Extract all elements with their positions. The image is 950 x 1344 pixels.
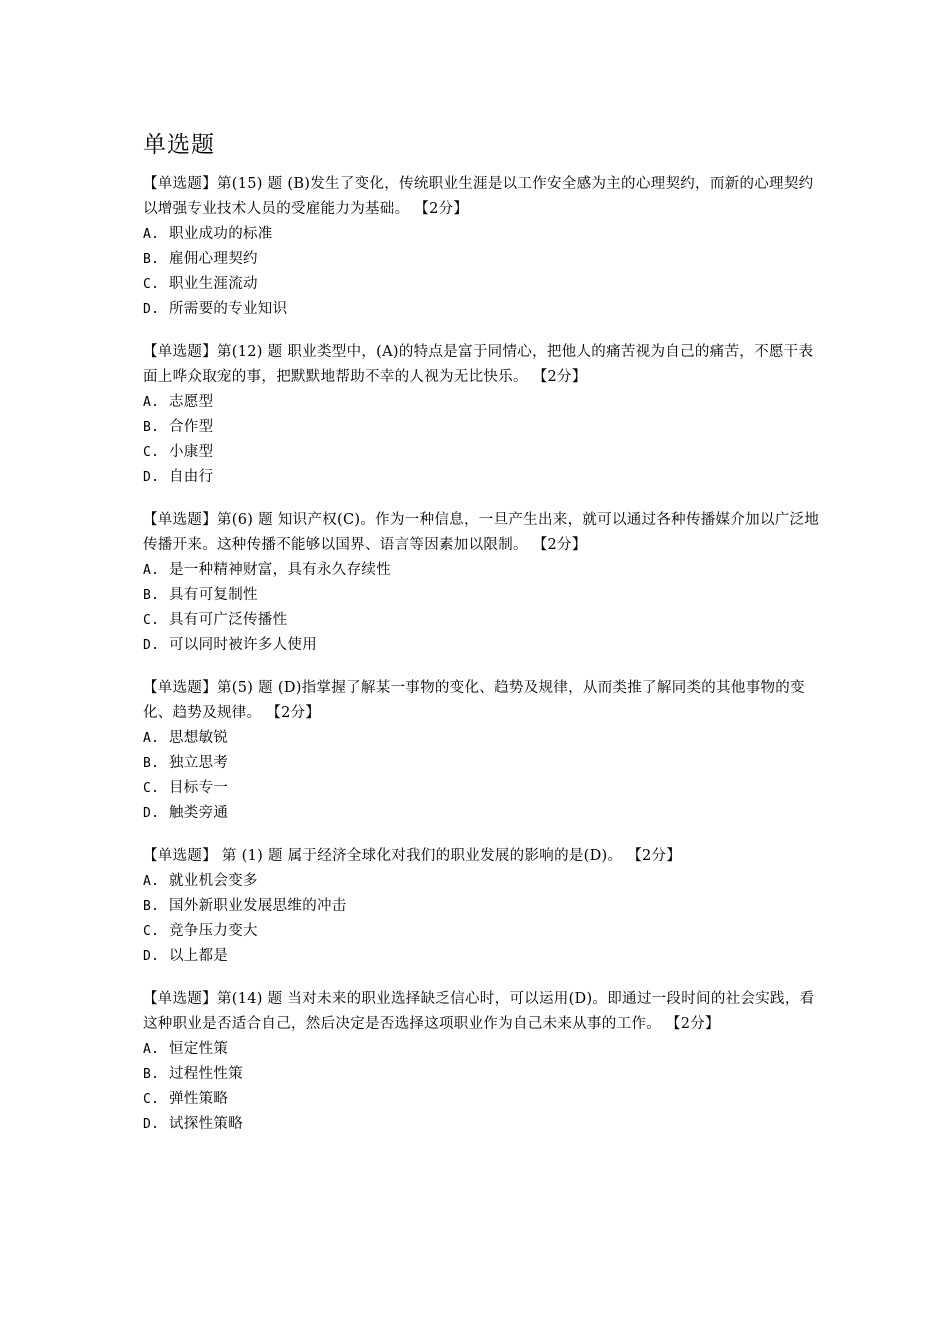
document-page [143,130,823,1155]
option-text: 职业生涯流动 [169,276,258,292]
question-stem: 【单选题】 第 (1) 题 属于经济全球化对我们的职业发展的影响的是(D)。 【2分】 [143,848,682,864]
option-text: 以上都是 [169,948,229,964]
option-text: 小康型 [169,444,214,460]
option-letter: B. [143,1067,160,1082]
option-letter: A. [143,731,160,746]
option-letter: B. [143,420,160,435]
option-list [143,222,823,322]
option-letter: C. [143,781,160,796]
option-text: 恒定性策 [169,1041,229,1057]
option-item [143,801,823,826]
option-item [143,247,823,272]
option-item [143,222,823,247]
option-letter: A. [143,874,160,889]
option-text: 思想敏锐 [169,730,229,746]
option-letter: A. [143,1042,160,1057]
option-item [143,1112,823,1137]
option-text: 独立思考 [169,755,229,771]
option-list [143,869,823,969]
question-stem: 【单选题】第(14) 题 当对未来的职业选择缺乏信心时，可以运用(D)。即通过一段时间的社会实践，看这种职业是否适合自己，然后决定是否选择这项职业作为自己未来从事的工作。 【2分】 [143,991,815,1032]
section-title: 单选题 [143,132,215,158]
question-stem: 【单选题】第(6) 题 知识产权(C)。作为一种信息，一旦产生出来，就可以通过各种传播媒介加以广泛地传播开来。这种传播不能够以国界、语言等因素加以限制。 【2分】 [143,512,820,553]
question-block [143,676,823,826]
question-block [143,844,823,969]
question-block [143,340,823,490]
option-item [143,726,823,751]
question-stem: 【单选题】第(15) 题 (B)发生了变化，传统职业生涯是以工作安全感为主的心理契约，而新的心理契约以增强专业技术人员的受雇能力为基础。 【2分】 [143,176,814,217]
question-block [143,987,823,1137]
option-text: 自由行 [169,469,214,485]
option-text: 就业机会变多 [169,873,258,889]
option-text: 是一种精神财富，具有永久存续性 [169,562,391,578]
option-text: 具有可广泛传播性 [169,612,288,628]
option-text: 目标专一 [169,780,229,796]
option-letter: D. [143,949,160,964]
option-text: 可以同时被许多人使用 [169,637,317,653]
question-list [143,172,823,1137]
option-text: 职业成功的标准 [169,226,273,242]
option-item [143,919,823,944]
option-item [143,440,823,465]
option-text: 所需要的专业知识 [169,301,288,317]
option-letter: A. [143,563,160,578]
option-text: 国外新职业发展思维的冲击 [169,898,347,914]
option-letter: D. [143,1117,160,1132]
option-item [143,869,823,894]
option-item [143,465,823,490]
question-block [143,508,823,658]
option-letter: D. [143,806,160,821]
option-text: 试探性策略 [169,1116,243,1132]
option-letter: D. [143,638,160,653]
option-letter: D. [143,302,160,317]
option-letter: A. [143,227,160,242]
option-text: 合作型 [169,419,214,435]
option-text: 雇佣心理契约 [169,251,258,267]
option-text: 竞争压力变大 [169,923,258,939]
option-list [143,558,823,658]
option-item [143,944,823,969]
option-item [143,776,823,801]
question-stem: 【单选题】第(5) 题 (D)指掌握了解某一事物的变化、趋势及规律，从而类推了解同类的其他事物的变化、趋势及规律。 【2分】 [143,680,805,721]
option-item [143,297,823,322]
option-item [143,608,823,633]
option-text: 弹性策略 [169,1091,229,1107]
option-item [143,751,823,776]
option-text: 过程性性策 [169,1066,243,1082]
option-letter: C. [143,613,160,628]
option-item [143,894,823,919]
option-item [143,1062,823,1087]
option-item [143,583,823,608]
option-letter: B. [143,252,160,267]
option-item [143,558,823,583]
option-letter: C. [143,1092,160,1107]
option-item [143,1037,823,1062]
option-item [143,415,823,440]
option-list [143,390,823,490]
option-text: 具有可复制性 [169,587,258,603]
option-item [143,1087,823,1112]
option-list [143,1037,823,1137]
option-letter: B. [143,588,160,603]
option-item [143,390,823,415]
option-text: 触类旁通 [169,805,229,821]
option-letter: B. [143,899,160,914]
option-text: 志愿型 [169,394,214,410]
question-stem: 【单选题】第(12) 题 职业类型中，(A)的特点是富于同情心，把他人的痛苦视为自己的痛苦，不愿干表面上哗众取宠的事，把默默地帮助不幸的人视为无比快乐。 【2分】 [143,344,814,385]
option-item [143,633,823,658]
option-letter: C. [143,277,160,292]
option-letter: B. [143,756,160,771]
option-letter: D. [143,470,160,485]
option-list [143,726,823,826]
option-letter: C. [143,445,160,460]
option-letter: C. [143,924,160,939]
option-letter: A. [143,395,160,410]
option-item [143,272,823,297]
question-block [143,172,823,322]
